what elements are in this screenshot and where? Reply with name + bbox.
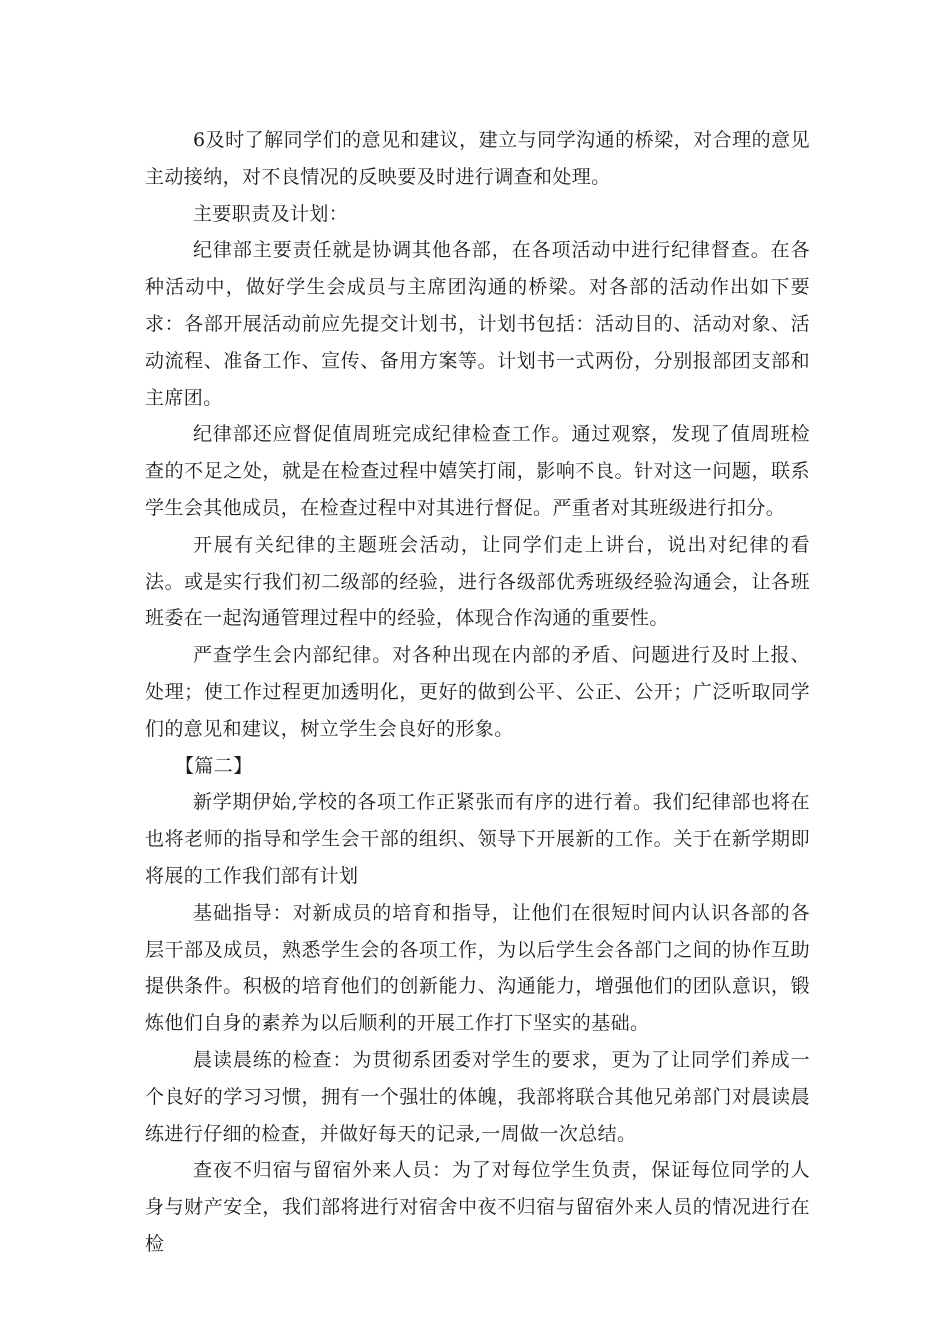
paragraph-new-semester: 新学期伊始,学校的各项工作正紧张而有序的进行着。我们纪律部也将在也将老师的指导和学生会干部的组织、领导下开展新的工作。关于在新学期即将展的工作我们部有计划 (145, 791, 810, 887)
paragraph-feedback: 6及时了解同学们的意见和建议，建立与同学沟通的桥梁，对合理的意见主动接纳，对不良情况的反映要及时进行调查和处理。 (145, 129, 810, 188)
paragraph-class-meeting: 开展有关纪律的主题班会活动，让同学们走上讲台，说出对纪律的看法。或是实行我们初二级部的经验，进行各级部优秀班级经验沟通会，让各班班委在一起沟通管理过程中的经验，体现合作沟通的重要性。 (145, 533, 810, 630)
paragraph-night-check: 查夜不归宿与留宿外来人员：为了对每位学生负责，保证每位同学的人身与财产安全，我们部将进行对宿舍中夜不归宿与留宿外来人员的情况进行在检 (145, 1159, 810, 1255)
paragraph-basic-guidance: 基础指导：对新成员的培育和指导，让他们在很短时间内认识各部的各层干部及成员，熟悉学生会的各项工作，为以后学生会各部门之间的协作互助提供条件。积极的培育他们的创新能力、沟通能力，增强他们的团队意识，锻炼他们自身的素养为以后顺利的开展工作打下坚实的基础。 (145, 901, 810, 1035)
paragraph-morning-check: 晨读晨练的检查：为贯彻系团委对学生的要求，更为了让同学们养成一个良好的学习习惯，拥有一个强壮的体魄，我部将联合其他兄弟部门对晨读晨练进行仔细的检查，并做好每天的记录,一周做一次总结。 (145, 1048, 810, 1145)
paragraph-duties-heading: 主要职责及计划： (193, 202, 349, 225)
document-body (145, 122, 810, 1263)
paragraph-discipline-duty: 纪律部主要责任就是协调其他各部，在各项活动中进行纪律督查。在各种活动中，做好学生会成员与主席团沟通的桥梁。对各部的活动作出如下要求：各部开展活动前应先提交计划书，计划书包括：活动目的、活动对象、活动流程、准备工作、宣传、备用方案等。计划书一式两份，分别报部团支部和主席团。 (145, 239, 810, 409)
section-heading: 【篇二】 (175, 754, 253, 777)
paragraph-internal-discipline: 严查学生会内部纪律。对各种出现在内部的矛盾、问题进行及时上报、处理；使工作过程更加透明化，更好的做到公平、公正、公开；广泛听取同学们的意见和建议，树立学生会良好的形象。 (145, 644, 810, 740)
paragraph-weekly-check: 纪律部还应督促值周班完成纪律检查工作。通过观察，发现了值周班检查的不足之处，就是在检查过程中嬉笑打闹，影响不良。针对这一问题，联系学生会其他成员，在检查过程中对其进行督促。严重者对其班级进行扣分。 (145, 423, 810, 519)
